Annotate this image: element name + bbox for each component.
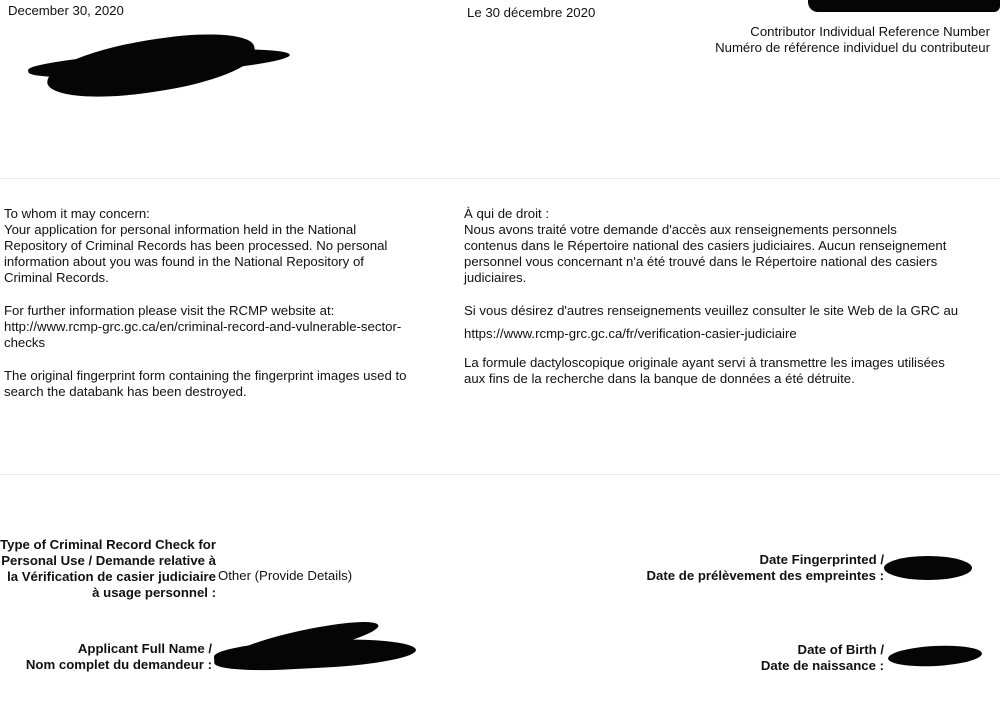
- result-paragraph-en: Your application for personal information held in the National Repository of Criminal Records has been processed. No personal information about you was found in the National Repository of Criminal Records.: [4, 222, 388, 285]
- applicant-name-label: Applicant Full Name / Nom complet du demandeur :: [25, 641, 212, 672]
- date-english: December 30, 2020: [8, 3, 124, 18]
- redacted-reference-number: [808, 0, 1000, 12]
- english-column: [4, 206, 434, 400]
- reference-label-fr: Numéro de référence individuel du contributeur: [715, 40, 990, 55]
- check-type-label: Type of Criminal Record Check for Personal Use / Demande relative à la Vérification de casier judiciaire à usage personnel :: [0, 537, 216, 600]
- page-fold-line: [0, 474, 1000, 475]
- reference-label: [570, 24, 990, 56]
- date-fingerprinted-label: Date Fingerprinted / Date de prélèvement des empreintes :: [646, 552, 884, 583]
- fingerprint-note-fr: La formule dactyloscopique originale ayant servi à transmettre les images utilisées aux fins de la recherche dans la banque de données a été détruite.: [464, 355, 945, 386]
- result-paragraph-fr: Nous avons traité votre demande d'accès aux renseignements personnels contenus dans le Répertoire national des casiers judiciaires. Aucun renseignement personnel vous concernant n'a été trouvé dans le Répertoire national des casiers judiciaires.: [464, 222, 947, 285]
- reference-label-en: Contributor Individual Reference Number: [750, 24, 990, 39]
- info-url-fr[interactable]: https://www.rcmp-grc.gc.ca/fr/verification-casier-judiciaire: [464, 326, 797, 341]
- redacted-address: [43, 26, 258, 107]
- redacted-date-fingerprinted: [884, 556, 972, 580]
- redacted-date-of-birth: [888, 644, 983, 669]
- salutation-fr: À qui de droit :: [464, 206, 550, 221]
- check-type-value: Other (Provide Details): [218, 568, 353, 583]
- date-of-birth-label: Date of Birth / Date de naissance :: [760, 642, 884, 673]
- french-column: [464, 206, 984, 387]
- date-french: Le 30 décembre 2020: [467, 5, 596, 20]
- fingerprint-note-en: The original fingerprint form containing the fingerprint images used to search the databank has been destroyed.: [4, 368, 407, 399]
- info-url-en[interactable]: http://www.rcmp-grc.gc.ca/en/criminal-record-and-vulnerable-sector-checks: [4, 319, 402, 350]
- salutation-en: To whom it may concern:: [4, 206, 150, 221]
- info-intro-en: For further information please visit the RCMP website at:: [4, 303, 335, 318]
- info-intro-fr: Si vous désirez d'autres renseignements veuillez consulter le site Web de la GRC au: [464, 303, 959, 318]
- page-fold-line: [0, 178, 1000, 179]
